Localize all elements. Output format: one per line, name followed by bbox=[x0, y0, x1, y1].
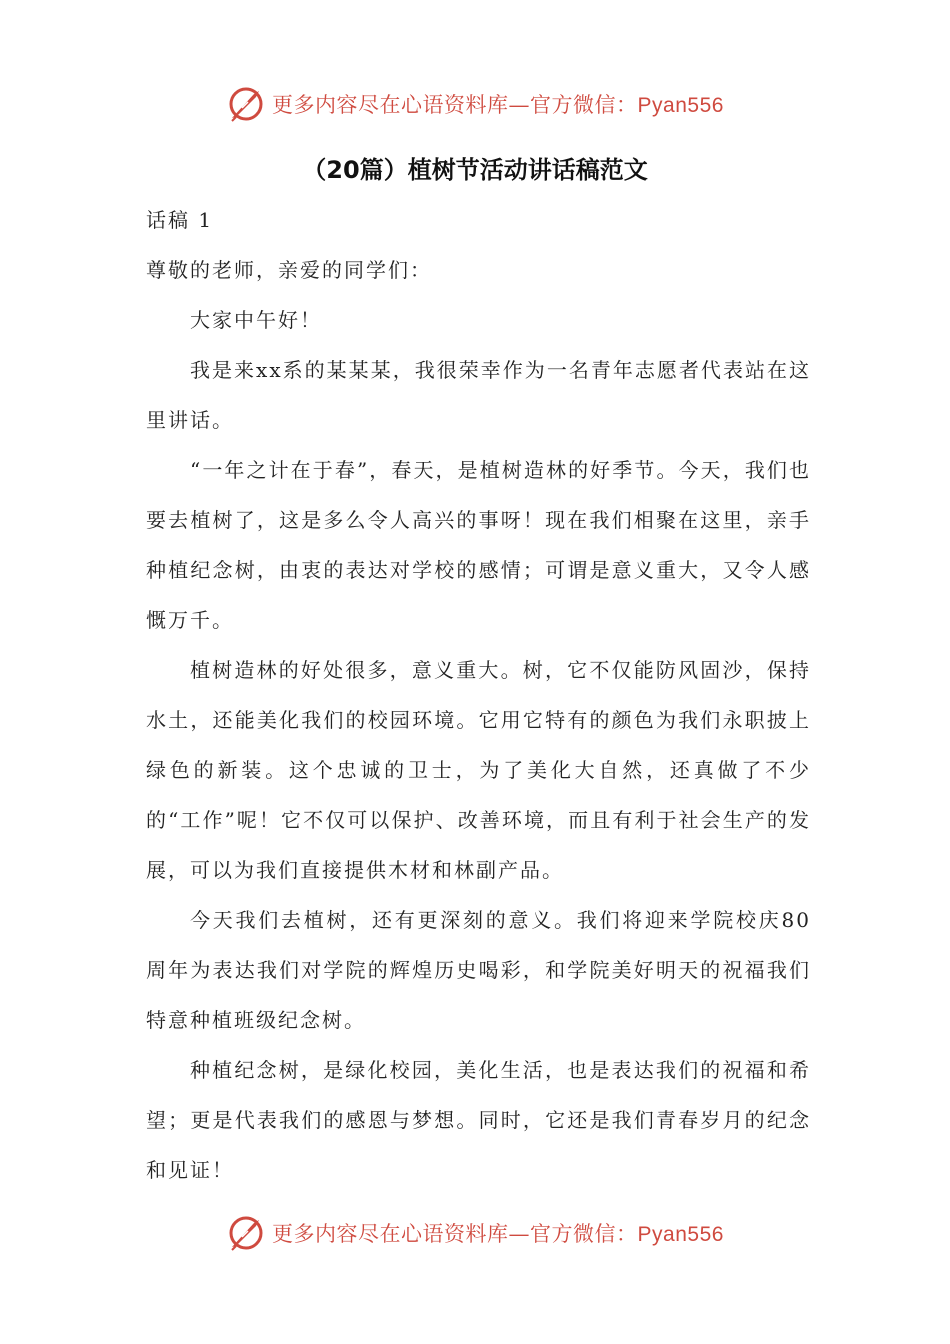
paragraph: “一年之计在于春”，春天，是植树造林的好季节。今天，我们也要去植树了，这是多么令人高兴的事呀！现在我们相聚在这里，亲手种植纪念树，由衷的表达对学校的感情；可谓是意义重大，又令人感慨万千。 bbox=[146, 458, 811, 632]
quill-logo-icon bbox=[226, 1213, 266, 1253]
paragraph: 种植纪念树，是绿化校园，美化生活，也是表达我们的祝福和希望；更是代表我们的感恩与梦想。同时，它还是我们青春岁月的纪念和见证！ bbox=[146, 1058, 811, 1182]
watermark-banner-bottom bbox=[0, 1211, 950, 1255]
paragraph: 植树造林的好处很多，意义重大。树，它不仅能防风固沙，保持水土，还能美化我们的校园环境。它用它特有的颜色为我们永职披上绿色的新装。这个忠诚的卫士，为了美化大自然，还真做了不少的“工作”呢！它不仅可以保护、改善环境，而且有利于社会生产的发展，可以为我们直接提供木材和林副产品。 bbox=[146, 658, 811, 882]
document-body bbox=[146, 195, 811, 1195]
document-title: （20篇）植树节活动讲话稿范文 bbox=[302, 156, 648, 184]
greeting: 大家中午好！ bbox=[190, 308, 322, 332]
wechat-id: Pyan556 bbox=[637, 1223, 724, 1246]
quill-logo-icon bbox=[226, 84, 266, 124]
paragraph: 今天我们去植树，还有更深刻的意义。我们将迎来学院校庆80周年为表达我们对学院的辉煌历史喝彩，和学院美好明天的祝福我们特意种植班级纪念树。 bbox=[146, 908, 811, 1032]
watermark-text: 更多内容尽在心语资料库—官方微信：Pyan556 bbox=[272, 1222, 724, 1246]
watermark-text: 更多内容尽在心语资料库—官方微信：Pyan556 bbox=[272, 93, 724, 117]
watermark-banner-top bbox=[0, 82, 950, 126]
section-label: 话稿 1 bbox=[146, 208, 214, 232]
paragraph: 我是来xx系的某某某，我很荣幸作为一名青年志愿者代表站在这里讲话。 bbox=[146, 358, 811, 432]
salutation: 尊敬的老师，亲爱的同学们： bbox=[146, 258, 432, 282]
wechat-id: Pyan556 bbox=[637, 94, 724, 117]
